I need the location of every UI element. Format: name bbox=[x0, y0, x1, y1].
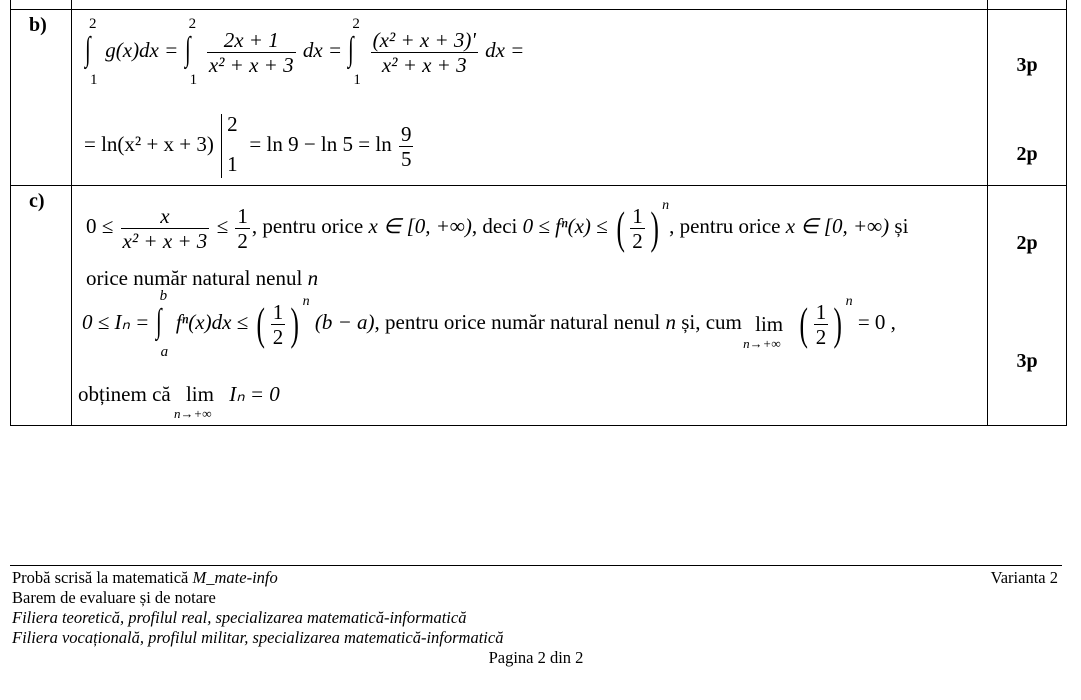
part-c-content bbox=[72, 186, 988, 426]
part-c-line-2: orice număr natural nenul n bbox=[86, 266, 319, 290]
fraction: $\frac{1}{2}$ bbox=[237, 203, 248, 253]
fraction: $\frac{x}{\text{x² + x + 3}}$ bbox=[122, 203, 208, 253]
table-row-c bbox=[11, 186, 1067, 426]
integral-sign: 2 ∫ 1 bbox=[348, 16, 361, 88]
part-b-content bbox=[72, 10, 988, 186]
footer-line-3: Filiera teoretică, profilul real, specializarea matematică-informatică bbox=[12, 608, 467, 627]
page-number: Pagina 2 din 2 bbox=[488, 648, 584, 667]
part-b-line-2: = ln(x² + x + 3) 2 1 = ln 9 − ln 5 = ln $\frac{9}{5}$ bbox=[84, 112, 412, 176]
fraction: $\frac{9}{5}$ bbox=[400, 121, 412, 171]
fraction: $\frac{1}{2}$ bbox=[632, 203, 643, 253]
part-c-line-1: 0 ≤ $\frac{x}{\text{x² + x + 3}}$ ≤ $\frac{1}{2}$ , pentru orice x ∈ [0, +∞), deci 0 ≤ fⁿ(x) ≤ ( $\frac{1}{2}$ ) $^n$, pentru orice x ∈ [0, +∞) și bbox=[86, 198, 909, 254]
fraction: $\frac{\text{(x² + x + 3)'}}{\text{x² + x + 3}}$ bbox=[372, 27, 476, 77]
variant-label: Varianta 2 bbox=[990, 568, 1058, 587]
part-c-line-3: 0 ≤ Iₙ = b ∫ a fⁿ(x)dx ≤ ( $\frac{1}{2}$ ) $^n$ (b − a), pentru orice număr natural nenul n și, cum lim n→+∞ ( $\frac{1}{2}$ ) $^n$ = 0 , bbox=[82, 288, 896, 361]
integral-sign: 2 ∫ 1 bbox=[85, 16, 98, 88]
part-c-line-4: obținem că lim n→+∞ Iₙ = 0 bbox=[78, 382, 280, 421]
integral-sign: 2 ∫ 1 bbox=[184, 16, 198, 88]
table-row-b bbox=[11, 10, 1067, 186]
fraction: $\frac{1}{2}$ bbox=[815, 299, 827, 349]
part-b-line-1: 2 ∫ 1 g(x)dx = 2 ∫ 1 $\frac{2x + 1}{\text{x² + x + 3}}$ dx = 2 ∫ 1 $\frac{\text{(x² + x + 3)'}}{\text{x² + x + 3}}$ dx = bbox=[85, 16, 525, 88]
part-c-points: 2p 3p bbox=[988, 186, 1067, 426]
part-c-label: c) bbox=[11, 186, 72, 426]
fraction: $\frac{2x + 1}{\text{x² + x + 3}}$ bbox=[208, 27, 294, 77]
part-b-label: b) bbox=[11, 10, 72, 186]
table-top-row bbox=[11, 0, 1067, 10]
limit: lim n→+∞ bbox=[743, 311, 784, 351]
page-footer bbox=[10, 565, 1062, 668]
evaluation-bar: 2 1 bbox=[221, 114, 244, 178]
fraction: $\frac{1}{2}$ bbox=[272, 299, 284, 349]
part-b-points: 3p 2p bbox=[988, 10, 1067, 186]
integral-sign: b ∫ a bbox=[155, 288, 169, 361]
limit: lim n→+∞ bbox=[173, 382, 214, 421]
footer-line-2: Barem de evaluare și de notare bbox=[12, 588, 216, 607]
grading-table bbox=[10, 0, 1067, 426]
footer-line-4: Filiera vocațională, profilul militar, specializarea matematică-informatică bbox=[12, 628, 504, 647]
footer-line-1: Probă scrisă la matematică M_mate-info bbox=[12, 568, 278, 587]
